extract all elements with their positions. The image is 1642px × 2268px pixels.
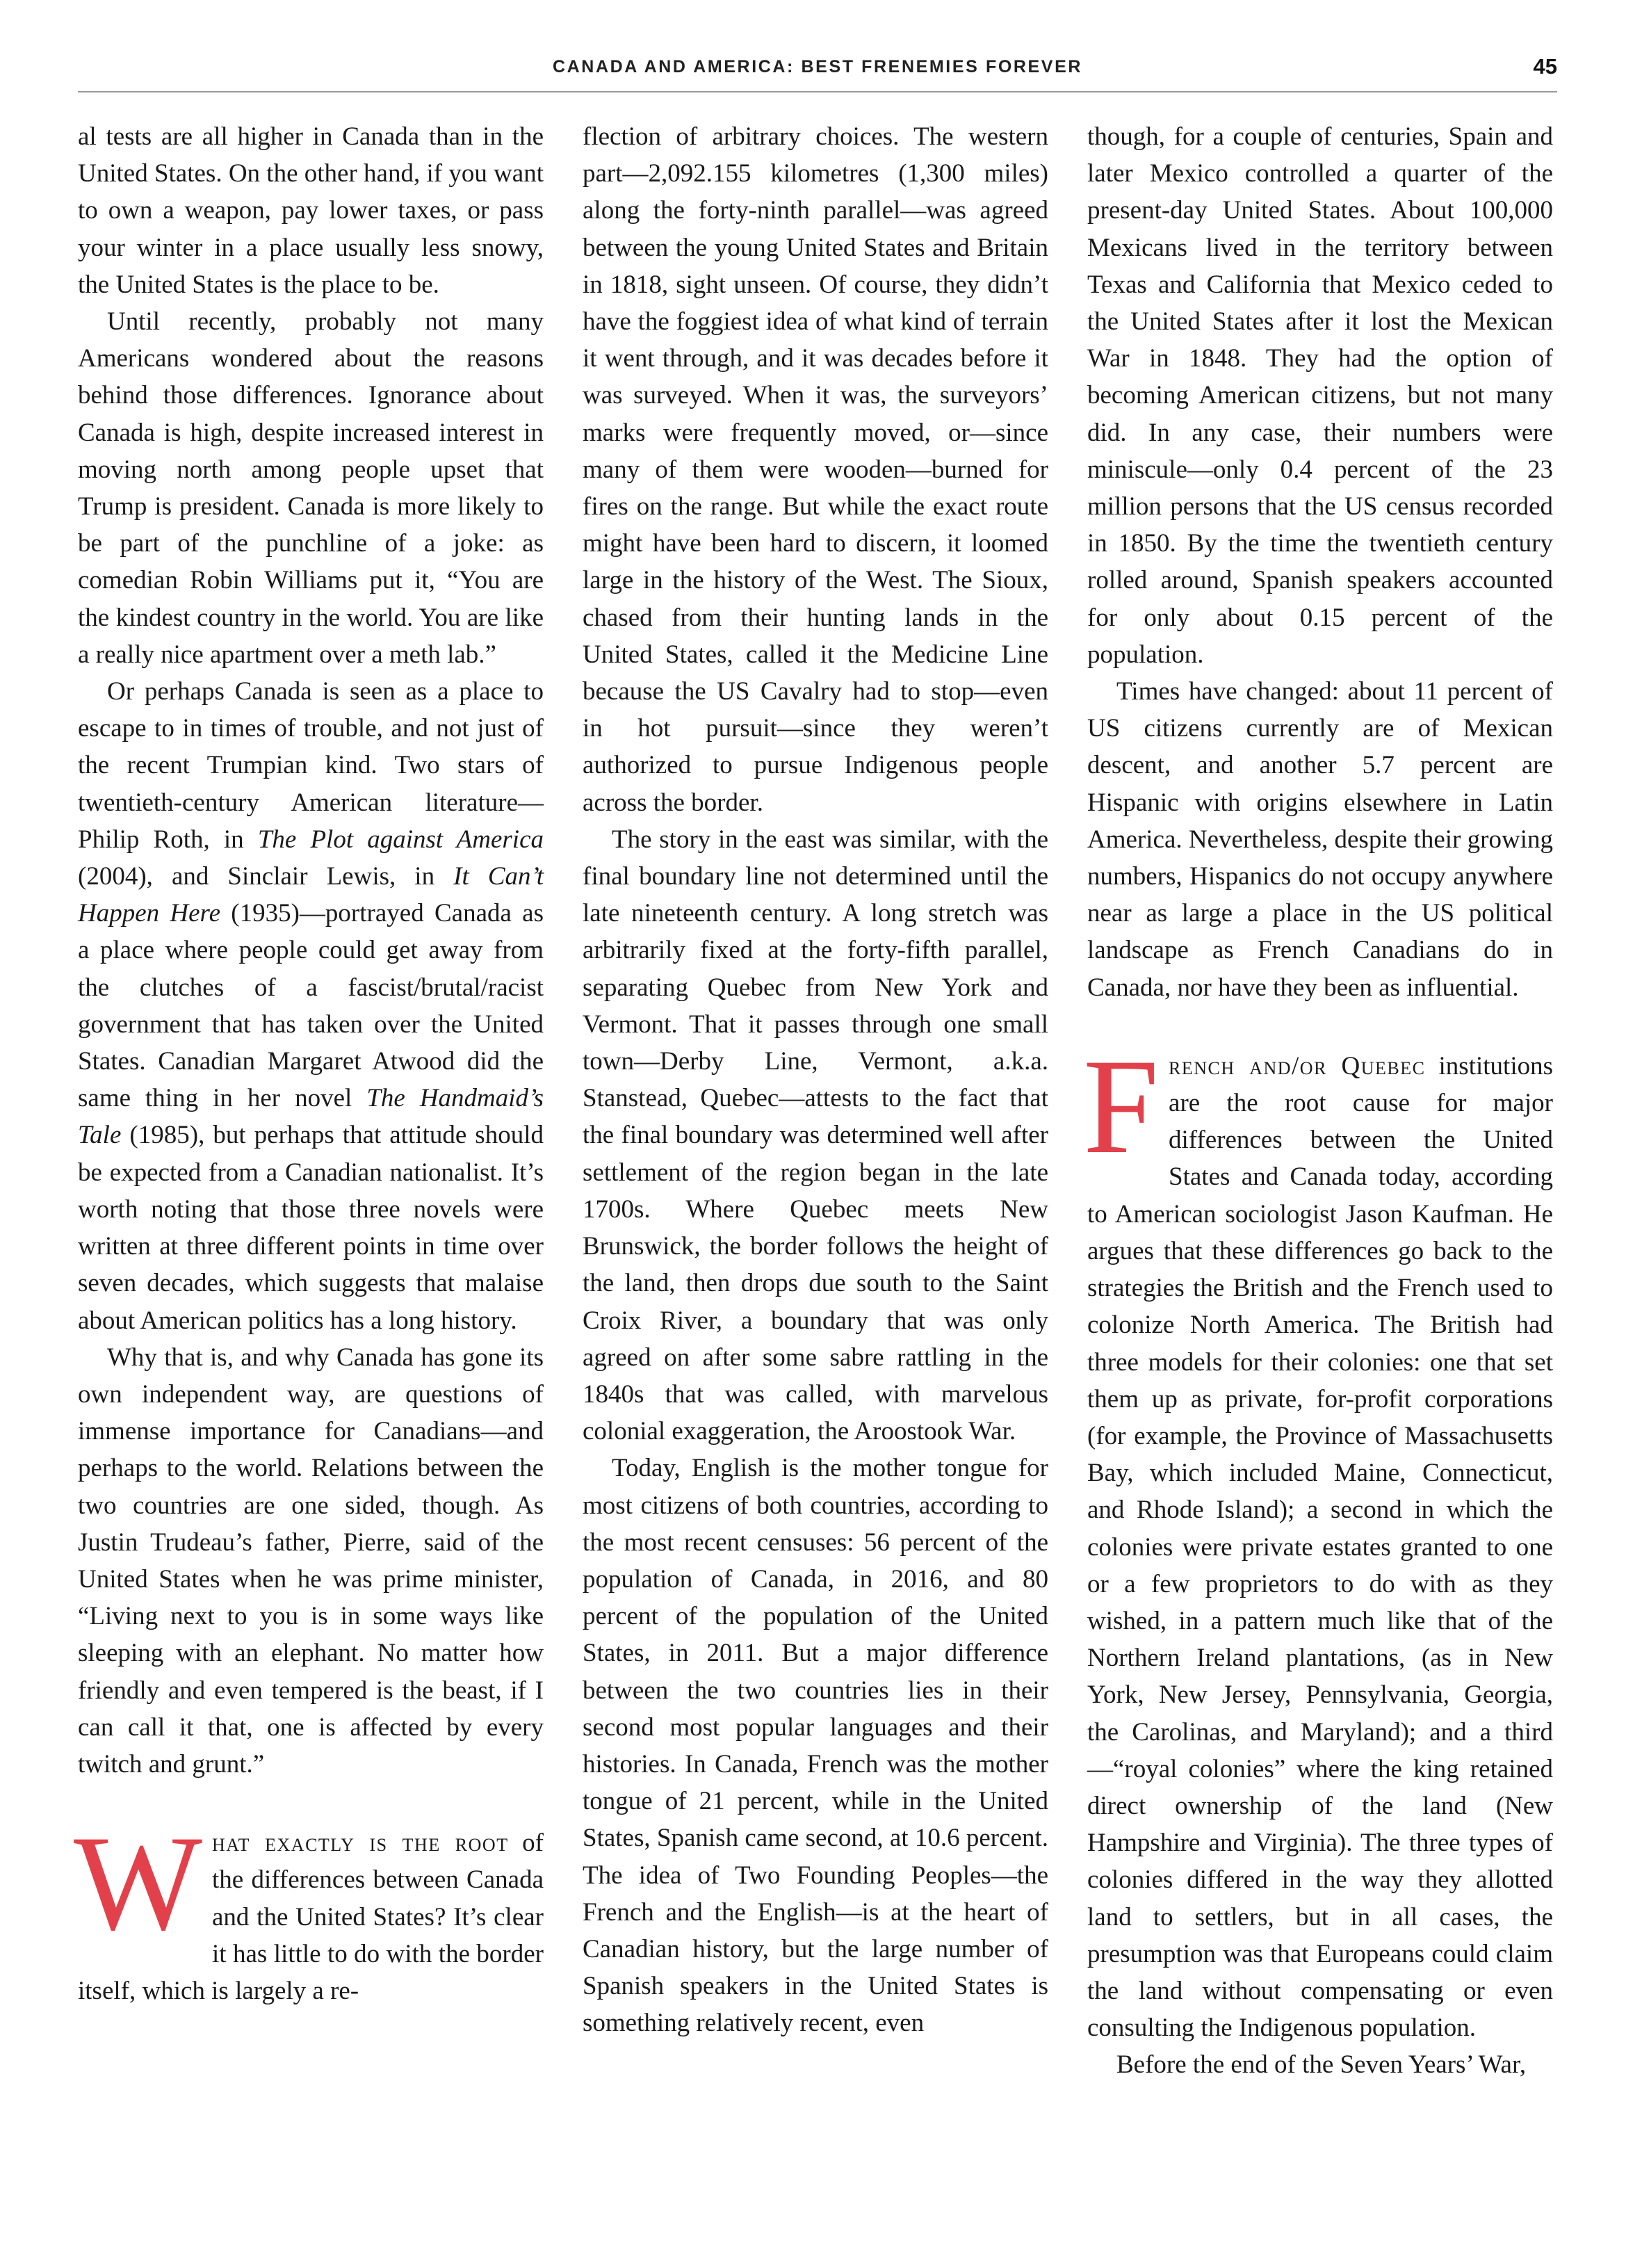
text-run: (1935)—portrayed Canada as a place where people could get away from the clutches of a fascist/brutal/racist government that has taken over the United States. Canadian Margaret Atwood did the same thing in her novel <box>78 899 544 1113</box>
paragraph: Before the end of the Seven Years’ War, <box>1116 2050 1527 2080</box>
book-title: The Handmaid’s Tale <box>78 1084 544 1150</box>
section-opening-paragraph <box>1083 1030 1553 2046</box>
small-caps-lead: rench and/or Quebec <box>1169 1051 1426 1080</box>
text-run: of the differences between Canada and the United States? It’s clear it has little to do with the border itself, which is largely a re- <box>78 1829 544 2005</box>
paragraph: The story in the east was similar, with the final boundary line not determined until the late nineteenth century. A long stretch was arbitrarily fixed at the forty-fifth parallel, separating Quebec from New York and Vermont. That it passes through one small town—Derby Line, Vermont, a.k.a. Stanstead, Quebec—attests to the fact that the final boundary was determined well after settlement of the region began in the late 1700s. Where Quebec meets New Brunswick, the border follows the height of the land, then drops due south to the Saint Croix River, a boundary that was only agreed on after some sabre rattling in the 1840s that was called, with marvelous colonial exaggeration, the Aroostook War. <box>583 825 1048 1446</box>
text-run: Or perhaps Canada is seen as a place to escape to in times of trouble, and not just of the recent Trumpian kind. Two stars of twentieth-century American literature—Philip Roth, in <box>78 677 544 854</box>
text-column-3 <box>1083 118 1553 2084</box>
paragraph <box>78 673 544 1339</box>
small-caps-lead: hat exactly is the root <box>212 1829 509 1858</box>
drop-cap: W <box>74 1808 202 1959</box>
text-run: institutions are the root cause for major differences between the United States and Canada today, according to American sociologist Jason Kaufman. He argues that these differences go back to the strategies the British and the French used to colonize North America. The British had three models for their colonies: one that set them up as private, for-profit corporations (for example, the Province of Massachusetts Bay, which included Maine, Connecticut, and Rhode Island); a second in which the colonies were private estates granted to one or a few proprietors to do with as they wished, in a pattern much like that of the Northern Ireland plantations, (as in New York, New Jersey, Pennsylvania, Georgia, the Carolinas, and Maryland); and a third—“royal colonies” where the king retained direct ownership of the land (New Hampshire and Virginia). The three types of colonies differed in the way they allotted land to settlers, but in all cases, the presumption was that Europeans could claim the land without compensating or even consulting the Indigenous population. <box>1087 1051 1553 2043</box>
running-head <box>78 53 1557 89</box>
paragraph: though, for a couple of centuries, Spain and later Mexico controlled a quarter of the present-day United States. About 100,000 Mexicans lived in the territory between Texas and California that Mexico ceded to the United States after it lost the Mexican War in 1848. They had the option of becoming American citizens, but not many did. In any case, their numbers were miniscule—only 0.4 percent of the 23 million persons that the US census recorded in 1850. By the time the twentieth century rolled around, Spanish speakers accounted for only about 0.15 percent of the population. <box>1087 122 1553 669</box>
header-rule <box>78 91 1557 92</box>
paragraph: Until recently, probably not many Americans wondered about the reasons behind those differences. Ignorance about Canada is high, despite increased interest in moving north among people upset that Trump is president. Canada is more likely to be part of the punchline of a joke: as comedian Robin Williams put it, “You are the kindest country in the world. You are like a really nice apartment over a meth lab.” <box>78 307 544 669</box>
paragraph: al tests are all higher in Canada than in the United States. On the other hand, if you want to own a weapon, pay lower taxes, or pass your winter in a place usually less snowy, the United States is the place to be. <box>78 122 544 299</box>
book-title: It Can’t Happen Here <box>78 862 544 928</box>
text-column-1 <box>74 118 544 2009</box>
section-opening-paragraph <box>74 1808 544 2009</box>
book-title: The Plot against America <box>257 825 544 854</box>
paragraph: Today, English is the mother tongue for most citizens of both countries, according to the most recent censuses: 56 percent of the population of Canada, in 2016, and 80 percent of the population of the United States, in 2011. But a major difference between the two countries lies in their second most popular languages and their histories. In Canada, French was the mother tongue of 21 percent, while in the United States, Spanish came second, at 10.6 percent. The idea of Two Founding Peoples—the French and the English—is at the heart of Canadian history, but the large number of Spanish speakers in the United States is something relatively recent, even <box>583 1454 1048 2038</box>
page-number: 45 <box>1533 54 1557 79</box>
paragraph: flection of arbitrary choices. The western part—2,092.155 kilometres (1,300 miles) along the forty-ninth parallel—was agreed between the young United States and Britain in 1818, sight unseen. Of course, they didn’t have the foggiest idea of what kind of terrain it went through, and it was decades before it was surveyed. When it was, the surveyors’ marks were frequently moved, or—since many of them were wooden—burned for fires on the range. But while the exact route might have been hard to discern, it loomed large in the history of the West. The Sioux, chased from their hunting lands in the United States, called it the Medicine Line because the US Cavalry had to stop—even in hot pursuit—since they weren’t authorized to pursue Indigenous people across the border. <box>583 122 1048 817</box>
text-column-2 <box>583 118 1048 2042</box>
paragraph: Why that is, and why Canada has gone its own independent way, are questions of immense importance for Canadians—and perhaps to the world. Relations between the two countries are one sided, though. As Justin Trudeau’s father, Pierre, said of the United States when he was prime minister, “Living next to you is in some ways like sleeping with an elephant. No matter how friendly and even tempered is the beast, if I can call it that, one is affected by every twitch and grunt.” <box>78 1343 544 1779</box>
text-run: (2004), and Sinclair Lewis, in <box>78 862 454 891</box>
text-run: (1985), but perhaps that attitude should be expected from a Canadian nationalist. It’s worth noting that those three novels were written at three different points in time over seven decades, which suggests that malaise about American politics has a long history. <box>78 1121 544 1335</box>
running-title: CANADA AND AMERICA: BEST FRENEMIES FOREVER <box>553 57 1082 76</box>
drop-cap: F <box>1083 1030 1160 1182</box>
paragraph: Times have changed: about 11 percent of US citizens currently are of Mexican descent, and another 5.7 percent are Hispanic with origins elsewhere in Latin America. Nevertheless, despite their growing numbers, Hispanics do not occupy anywhere near as large a place in the US political landscape as French Canadians do in Canada, nor have they been as influential. <box>1087 677 1553 1002</box>
